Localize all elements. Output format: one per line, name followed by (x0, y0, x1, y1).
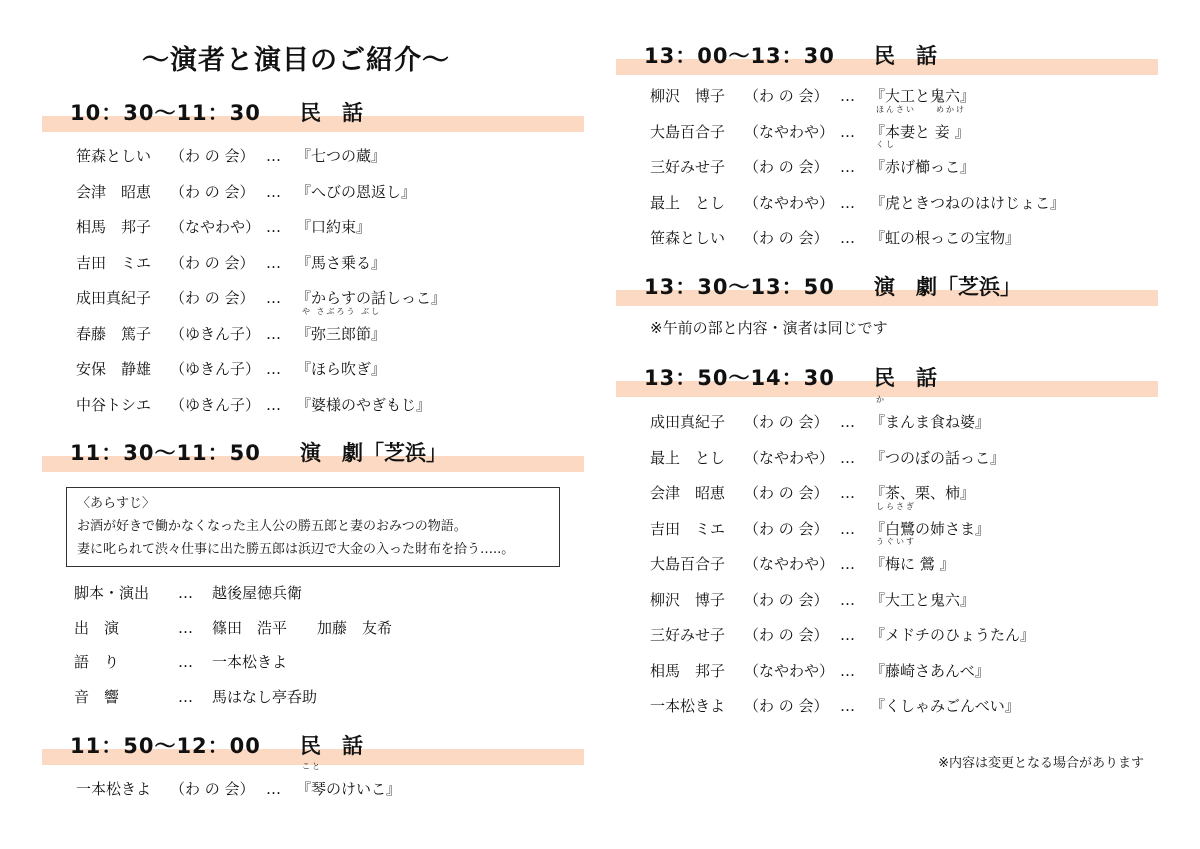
synopsis-heading: 〈あらすじ〉 (77, 496, 156, 511)
troupe-name: （なやわや） (744, 193, 835, 212)
furigana-reading: うぐいす (876, 537, 916, 546)
leader-dots: … (266, 360, 281, 378)
story-title: 『口約束』 (296, 218, 372, 236)
story-title: 『つのぼの話っこ』 (870, 448, 1006, 467)
performer-name: 成田真紀子 (650, 413, 726, 431)
performer-name: 笹森としい (650, 229, 726, 247)
credit-dots: … (178, 619, 193, 637)
performer-name: 安保 静雄 (76, 360, 152, 378)
story-title: 『大工と鬼六』 (870, 87, 976, 105)
section-header-afternoon-folktale-2 (616, 360, 1158, 400)
credit-value: 馬はなし亭呑助 (212, 688, 318, 706)
section-genre: 民 話 (874, 44, 937, 68)
troupe-name: （わ の 会） (170, 780, 255, 798)
performer-name: 三好みせ子 (650, 626, 726, 644)
troupe-name: （わ の 会） (744, 697, 829, 715)
performer-row (650, 395, 1150, 435)
performer-row (76, 356, 576, 382)
performer-name: 一本松きよ (76, 780, 152, 798)
section-header-afternoon-play (616, 269, 1158, 309)
synopsis-box (66, 487, 560, 567)
section-time: 13：50～14：30 (644, 366, 835, 390)
leader-dots: … (840, 484, 855, 502)
section-time: 11：50～12：00 (70, 734, 261, 758)
synopsis-line: お酒が好きで働かなくなった主人公の勝五郎と妻のおみつの物語。 (77, 519, 467, 534)
troupe-name: （わ の 会） (744, 484, 829, 502)
leader-dots: … (266, 324, 281, 343)
story-title: 『弥三郎節』 (296, 324, 387, 343)
leader-dots: … (840, 519, 855, 538)
section-header-afternoon-folktale-1 (616, 38, 1158, 78)
credit-label: 出 演 (74, 619, 120, 637)
credit-label: 語 り (74, 653, 120, 671)
troupe-name: （なやわや） (744, 555, 835, 573)
story-title: 『梅に 鶯 』 (870, 555, 955, 573)
performer-name: 柳沢 博子 (650, 87, 726, 105)
story-title: 『白鷺の姉さま』 (870, 519, 991, 538)
story-title: 『馬さ乗る』 (296, 253, 387, 272)
story-title: 『くしゃみごんべい』 (870, 697, 1020, 715)
performer-name: 相馬 邦子 (650, 661, 726, 680)
performer-row (650, 658, 1150, 684)
performer-row (650, 445, 1150, 471)
performer-row (76, 179, 576, 205)
troupe-name: （ゆきん子） (170, 360, 261, 378)
performer-row (650, 190, 1150, 216)
story-title: 『本妻と 妾 』 (870, 122, 970, 141)
performer-row (76, 392, 576, 418)
performer-name: 三好みせ子 (650, 158, 726, 176)
section-genre: 民 話 (300, 101, 363, 125)
leader-dots: … (840, 697, 855, 715)
credit-dots: … (178, 653, 193, 671)
page-title: ～演者と演目のご紹介～ (142, 45, 450, 76)
story-title: 『虹の根っこの宝物』 (870, 229, 1021, 247)
section-time: 10：30～11：30 (70, 101, 261, 125)
credit-value: 一本松きよ (212, 653, 288, 671)
performer-name: 大島百合子 (650, 555, 726, 573)
performer-name: 最上 とし (650, 448, 726, 467)
troupe-name: （わ の 会） (170, 289, 255, 307)
performer-name: 笹森としい (76, 147, 152, 165)
performer-name: 中谷トシエ (76, 395, 152, 414)
section-header-morning-folktale (42, 95, 584, 135)
footer-note: ※内容は変更となる場合があります (938, 756, 1144, 771)
story-title: 『まんま食ね婆』 (870, 413, 991, 431)
performer-row (650, 140, 1150, 180)
story-title: 『メドチのひょうたん』 (870, 626, 1036, 644)
troupe-name: （わ の 会） (170, 253, 255, 272)
leader-dots: … (840, 555, 855, 573)
performer-row (76, 306, 576, 347)
story-title: 『ほら吹ぎ』 (296, 360, 387, 378)
troupe-name: （わ の 会） (744, 413, 829, 431)
story-title: 『へびの恩返し』 (296, 182, 417, 201)
synopsis-line: 妻に叱られて渋々仕事に出た勝五郎は浜辺で大金の入った財布を拾う…..。 (77, 542, 515, 557)
troupe-name: （ゆきん子） (170, 395, 261, 414)
story-title: 『藤崎さあんべ』 (870, 661, 990, 680)
leader-dots: … (266, 218, 281, 236)
troupe-name: （ゆきん子） (170, 324, 261, 343)
furigana-reading: くし (876, 140, 896, 149)
story-title: 『婆様のやぎもじ』 (296, 395, 432, 414)
performer-name: 柳沢 博子 (650, 590, 726, 609)
troupe-name: （なやわや） (744, 448, 835, 467)
section-genre: 演 劇「芝浜」 (300, 441, 447, 465)
section-header-morning-play (42, 435, 584, 475)
troupe-name: （なやわや） (170, 218, 261, 236)
performer-name: 吉田 ミエ (76, 253, 152, 272)
performer-name: 成田真紀子 (76, 289, 152, 307)
leader-dots: … (840, 413, 855, 431)
leader-dots: … (266, 147, 281, 165)
performer-name: 吉田 ミエ (650, 519, 726, 538)
credit-dots: … (178, 584, 193, 602)
repeat-note: ※午前の部と内容・演者は同じです (650, 319, 888, 337)
story-title: 『大工と鬼六』 (870, 590, 976, 609)
furigana-reading: か (876, 395, 886, 404)
performer-name: 相馬 邦子 (76, 218, 152, 236)
furigana-reading: ほんさい めかけ (876, 104, 966, 114)
troupe-name: （わ の 会） (744, 626, 829, 644)
performer-row (76, 250, 576, 276)
leader-dots: … (266, 253, 281, 272)
section-genre: 民 話 (300, 734, 363, 758)
leader-dots: … (840, 87, 855, 105)
furigana-reading: しらさぎ (876, 501, 916, 511)
leader-dots: … (266, 289, 281, 307)
performer-name: 大島百合子 (650, 122, 726, 141)
credit-value: 篠田 浩平 加藤 友希 (212, 619, 393, 637)
section-time: 13：30～13：50 (644, 275, 835, 299)
furigana-reading: や さぶろう ぶし (302, 306, 382, 316)
performer-row (650, 622, 1150, 648)
credit-label: 音 響 (74, 688, 120, 706)
troupe-name: （わ の 会） (744, 87, 829, 105)
troupe-name: （わ の 会） (744, 519, 829, 538)
performer-row (76, 762, 576, 802)
troupe-name: （なやわや） (744, 122, 835, 141)
performer-row (76, 143, 576, 169)
credit-value: 越後屋徳兵衛 (212, 584, 303, 602)
credit-label: 脚本・演出 (74, 584, 150, 602)
troupe-name: （わ の 会） (170, 147, 255, 165)
story-title: 『琴のけいこ』 (296, 780, 402, 798)
performer-name: 会津 昭恵 (76, 182, 152, 201)
leader-dots: … (840, 448, 855, 467)
story-title: 『虎ときつねのはけじょこ』 (870, 193, 1066, 212)
performer-row (76, 214, 576, 240)
leader-dots: … (840, 122, 855, 141)
section-time: 13：00～13：30 (644, 44, 835, 68)
story-title: 『赤げ櫛っこ』 (870, 158, 976, 176)
troupe-name: （わ の 会） (744, 590, 829, 609)
performer-row (650, 693, 1150, 719)
performer-row (650, 537, 1150, 577)
section-genre: 民 話 (874, 366, 937, 390)
leader-dots: … (840, 590, 855, 609)
performer-name: 会津 昭恵 (650, 484, 726, 502)
credit-dots: … (178, 688, 193, 706)
story-title: 『七つの蔵』 (296, 147, 387, 165)
leader-dots: … (840, 626, 855, 644)
performer-name: 最上 とし (650, 193, 726, 212)
leader-dots: … (840, 229, 855, 247)
performer-name: 春藤 篤子 (76, 324, 152, 343)
performer-row (650, 104, 1150, 145)
leader-dots: … (266, 182, 281, 201)
troupe-name: （わ の 会） (170, 182, 255, 201)
story-title: 『茶、栗、柿』 (870, 484, 976, 502)
leader-dots: … (840, 661, 855, 680)
leader-dots: … (266, 395, 281, 414)
leader-dots: … (840, 193, 855, 212)
section-genre: 演 劇「芝浜」 (874, 275, 1021, 299)
story-title: 『からすの話しっこ』 (296, 289, 447, 307)
troupe-name: （わ の 会） (744, 229, 829, 247)
troupe-name: （わ の 会） (744, 158, 829, 176)
leader-dots: … (840, 158, 855, 176)
performer-row (650, 587, 1150, 613)
troupe-name: （なやわや） (744, 661, 835, 680)
performer-row (650, 225, 1150, 251)
section-time: 11：30～11：50 (70, 441, 261, 465)
performer-name: 一本松きよ (650, 697, 726, 715)
furigana-reading: こと (302, 762, 322, 771)
leader-dots: … (266, 780, 281, 798)
